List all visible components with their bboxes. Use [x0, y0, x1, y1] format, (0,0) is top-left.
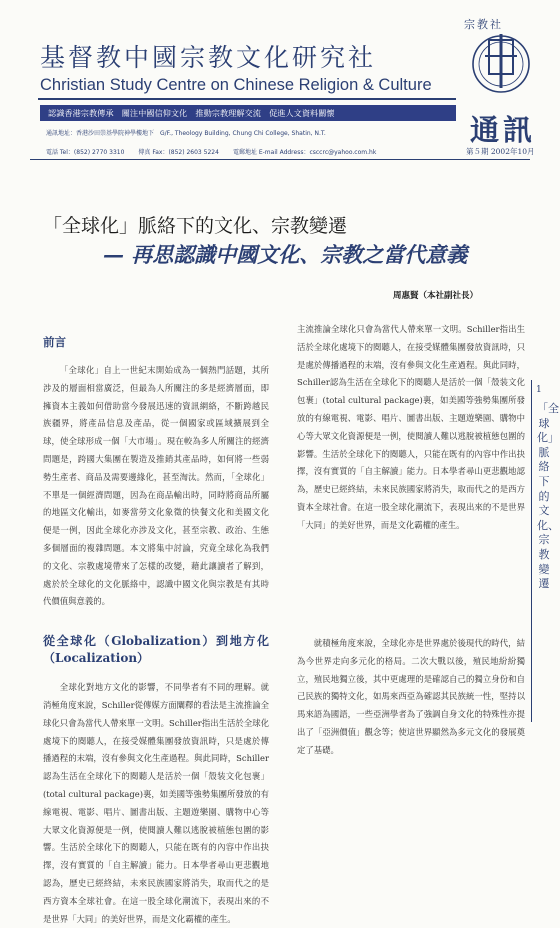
newsletter-title: 通訊: [470, 113, 537, 147]
paragraph: 主流推論全球化只會為當代人帶來單一文明。Schiller指出生活於全球化處境下的閱聽人，在接受媒體集團發放資訊時，只是處於傳播過程的末端，沒有參與文化生產過程。與此同時，Schiller認為生活在全球化下的閱聽人是活於一個「殼装文化包裹」(total cultural package)裏，如美國等強勢集團所發放的有線電視、電影、唱片、圖書出版、主題遊樂園、購物中心等大眾文化資源便是一例，使閱讀人難以逃脫被植態包圍的影響。生活於全球化下的閱聽人，只能在既有的內容中作出抉擇，沒有實質的「自主解讀」能力。日本學者尋山更悲觀地認為，歷史已經終結，未來民族國家將消失，取而代之的是西方資本全球社會。在這一股全球化潮流下，表現出來的不是世界「大同」的美好世界，而是文化霸權的產生。: [297, 324, 525, 530]
paragraph: 全球化對地方文化的影響，不同學者有不同的理解。就消極角度來說，Schiller從傳媒方面闡釋的看法是主流推論全球化只會為當代人帶來單一文明。Schiller指出生活於全球化處境下的閱聽人，在接受媒體集團發放資訊時，只是處於傳播過程的末端，沒有參與文化生產過程。與此同時，Schiller認為生活在全球化下的閱聽人是活於一個「殼装文化包裹」(total cultural package)裏，如美國等強勢集團所發放的有線電視、電影、唱片、圖書出版、主題遊樂園、購物中心等大眾文化資源便是一例，使閱讀人難以逃脫被植態包圍的影響。生活於全球化下的閱聽人，只能在既有的內容中作出抉擇，沒有實質的「自主解讀」能力。日本學者尋山更悲觀地認為，歷史已經終結，未來民族國家將消失，取而代之的是西方資本全球社會。在這一股全球化潮流下，表現出來的不是世界「大同」的美好世界，而是文化霸權的產生。: [43, 682, 269, 924]
org-logo-icon: [458, 12, 544, 96]
fax-text: 傳真 Fax：(852) 2603 5224: [138, 149, 219, 156]
paragraph: 「全球化」自上一世紀末開始成為一個熱門話題，其所涉及的層面相當廣泛，但最為人所關注的多是經濟層面，即擁資本主義如何借助當今發展迅速的資訊網絡，不斷跨越民族疆界，將產品信息及產品，從一個國家或區域擴展到全球，使全球形成一個「大市場」。現在較為多人所關注的經濟問題是，跨國大集團在製造及推銷其產品時，如何將一些弱勢生產者、商品及需要邊緣化，甚至淘汰。然而，「全球化」不單是一個經濟問題，因為在商品輸出時，同時將商品所屬的地區文化輸出，如麥當勞文化象徵的快餐文化和美國文化便是一例，因此全球化亦涉及文化，甚至宗教、政治、生態多個層面的複雜問題。本文將集中討論，究竟全球化為我們的文化、宗教處境帶來了怎樣的改變，藉此讓讀者了解到，處於於全球化的文化脈絡中，認識中國文化與宗教是有其時代價值與意義的。: [43, 365, 269, 607]
mission-banner: 認識香港宗教傳承 關注中國信仰文化 推動宗教理解交流 促進人文資料關懷: [40, 105, 456, 121]
contact-line: [46, 147, 456, 156]
logo-text: 宗教社: [464, 18, 503, 31]
phone-text: 電話 Tel：(852) 2770 3310: [46, 149, 125, 156]
email-text: 電郵地址 E-mail Address：csccrc@yahoo.com.hk: [232, 149, 377, 156]
address-line: 通訊地址：香港沙田崇基學院神學樓地下 G/F., Theology Building, Chung Chi College, Shatin, N.T.: [46, 130, 326, 137]
org-name-cn: 基督教中國宗教文化研究社: [40, 43, 377, 72]
section-heading: 前言: [43, 335, 66, 349]
article-author: 周惠賢（本社副社長）: [393, 291, 479, 301]
org-name-en: Christian Study Centre on Chinese Religion & Culture: [40, 76, 432, 94]
side-tab-label: 「全球化」脈絡下的文化、宗教變遷: [537, 402, 559, 591]
article-subtitle: — 再思認識中國文化、宗教之當代意義: [103, 242, 468, 267]
left-column: [43, 334, 269, 924]
page-number: 1: [536, 385, 542, 395]
divider: [30, 159, 530, 160]
right-column: [297, 321, 525, 760]
article-title: 「全球化」脈絡下的文化、宗教變遷: [43, 215, 348, 237]
section-heading: 從全球化（Globalization）到地方化（Localization）: [43, 634, 269, 666]
paragraph: 就積極角度來說，全球化亦是世界處於後現代的時代，結為今世界走向多元化的格局。二次大戰以後，殖民地紛紛獨立，殖民地獨立後，其中更處理的是確認自己的獨立身份和自己民族的獨特文化，如馬來西亞為確認其民族統一性，堅持以馬來語為國語，一些亞洲學者為了強調自身文化的特殊性亦提出了「亞洲價值」觀念等；使這世界顯然為多元文化的發展奠定了基礎。: [297, 638, 525, 755]
issue-number: 第５期 2002年10月: [466, 147, 535, 156]
header-rule: [38, 98, 456, 100]
